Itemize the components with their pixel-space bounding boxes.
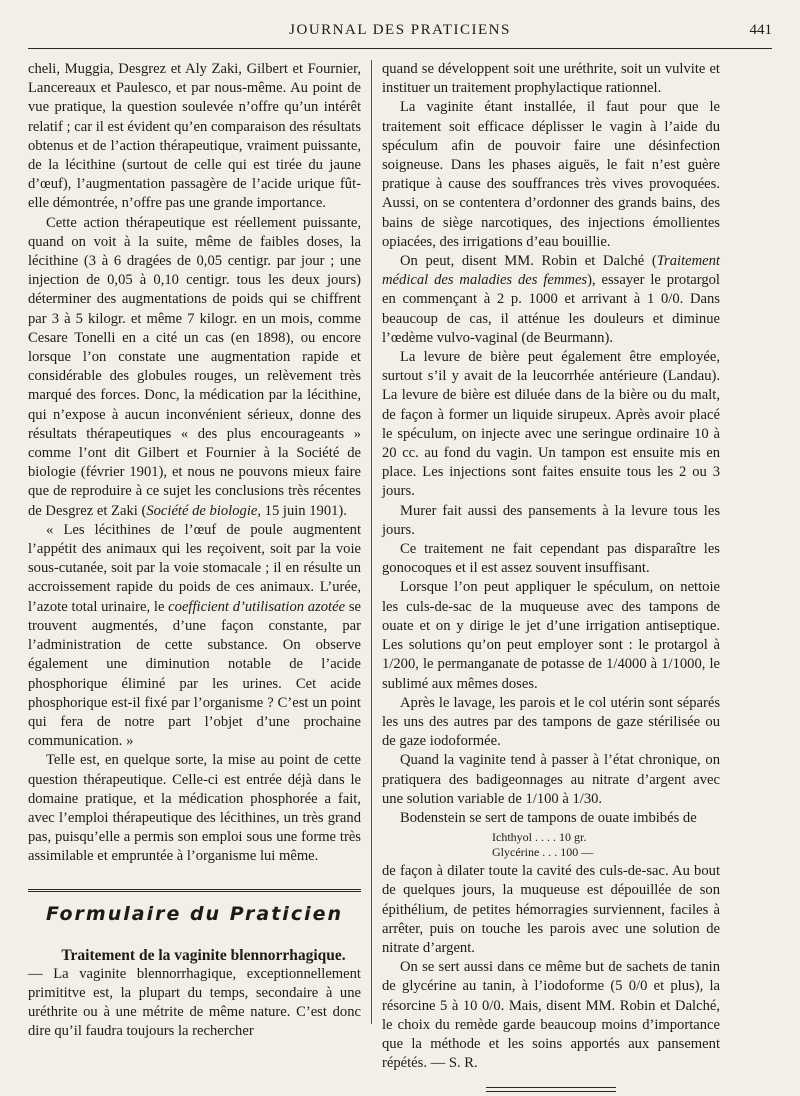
right-column bbox=[382, 60, 720, 1092]
page-number: 441 bbox=[749, 22, 772, 38]
paragraph: de façon à dilater toute la cavité des culs-de-sac. Au bout de quelques jours, la muqueuse est dépouillée de son épithélium, de petites hémorragies surviennent, faciles à arrêter, puis on touche les parois avec une solution de nitrate d’argent. bbox=[382, 863, 720, 956]
text-run: On peut, disent MM. Robin et Dalché ( bbox=[400, 253, 657, 270]
paragraph: Après le lavage, les parois et le col utérin sont séparés les uns des autres par des tampons de gaze stérilisée ou de gaze iodoformée. bbox=[382, 694, 720, 750]
end-rule bbox=[486, 1087, 616, 1092]
paragraph: Murer fait aussi des pansements à la levure tous les jours. bbox=[382, 502, 720, 538]
paragraph: Telle est, en quelque sorte, la mise au point de cette question thérapeutique. Celle-ci est entrée déjà dans le domaine pratique, et la médication phosphorée a fait, avec l’emploi thérapeutique des lécithines, un très grand pas, puisqu’elle a permis son emploi sous une forme très assimilable et empruntée à l’organisme lui même. bbox=[28, 752, 361, 865]
running-head bbox=[28, 18, 772, 44]
paragraph: quand se développent soit une uréthrite, soit un vulvite et instituer un traitement prophylactique rationnel. bbox=[382, 61, 720, 97]
paragraph: Lorsque l’on peut appliquer le spéculum, on nettoie les culs-de-sac de la muqueuse avec des tampons de ouate et on y dirige le jet d’une irrigation antiseptique. Les solutions qu’on peut employer sont : le protargol à 1/200, le permanganate de potasse de 1/4000 à 1/1000, le sublimé aux mêmes doses. bbox=[382, 579, 720, 692]
paragraph: cheli, Muggia, Desgrez et Aly Zaki, Gilbert et Fournier, Lancereaux et Paulesco, et par nous-même. Au point de vue pratique, la question soulevée n’offre qu’un intérêt relatif ; car il est évident qu’en comparaison des résultats obtenus et de l’action thérapeutique, vraiment puissante, de la lécithine (surtout de celle qui est tirée du jaune d’œuf), l’augmentation passagère de l’acide urique fût-elle démontrée, n’offre pas une grande importance. bbox=[28, 61, 361, 212]
paragraph: La vaginite étant installée, il faut pour que le traitement soit efficace déplisser le vagin à l’aide du spéculum afin de pouvoir faire une désinfection soigneuse. Dans les phases aiguës, le fait n’est guère pratique à cause des souffrances très vives provoquées. Aussi, on se contentera d’ordonner des grands bains, des bains de siège narcotiques, des injections émollientes opiacées, des irrigations d’eau bouillie. bbox=[382, 99, 720, 250]
text-run: se trouvent augmentés, d’une façon constante, par l’administration de cette substance. On observe également une diminution notable de l’acide phosphorique éliminé par les urines. Cet acide phosphorique est-il fixé par l’organisme ? C’est un point qui fera de notre part l’objet d’une prochaine communication. » bbox=[28, 598, 361, 750]
text-run: ), essayer le protargol en commençant à 2 p. 1000 et arrivant à 1 0/0. Dans beaucoup de cas, il atténue les douleurs et diminue l’œdème vulvo-vaginal (de Beurmann). bbox=[382, 272, 720, 346]
paragraph: On se sert aussi dans ce même but de sachets de tanin de glycérine au tanin, à l’iodoforme (5 0/0 et plus), la résorcine 5 à 10 0/0. Mais, disent MM. Robin et Dalché, le choix du remède garde beaucoup moins d’importance que la méthode et les soins apportés aux pansement répétés. — S. R. bbox=[382, 959, 720, 1072]
citation-italic: Société de biologie bbox=[146, 502, 258, 519]
recipe-formula bbox=[492, 830, 720, 860]
paragraph: La levure de bière peut également être employée, surtout s’il y avait de la leucorrhée antérieure (Landau). La levure de bière est diluée dans de la bière ou du malt, de façon à former un liquide sirupeux. Après avoir placé le spéculum, on injecte avec une seringue ordinaire 10 à 20 cc. au fond du vagin. Un tampon est ensuite mis en place. Les injections sont faites ensuite tous les 2 ou 3 jours. bbox=[382, 349, 720, 500]
recipe-line: Ichthyol . . . . 10 gr. bbox=[492, 830, 587, 845]
journal-title: JOURNAL DES PRATICIENS bbox=[289, 22, 511, 38]
text-run: , 15 juin 1901). bbox=[257, 502, 347, 519]
paragraph: — La vaginite blennorrhagique, exceptionnellement primititve est, la plupart du temps, secondaire à une uréthrite ou à une métrite de même nature. C’est donc dire qu’il faudra toujours la rechercher bbox=[28, 965, 361, 1040]
section-heading: Formulaire du Praticien bbox=[28, 889, 361, 926]
paragraph: Ce traitement ne fait cependant pas disparaître les gonocoques et il est assez souvent insuffisant. bbox=[382, 541, 720, 577]
article-title: Traitement de la vaginite blennorrhagique. bbox=[61, 946, 346, 964]
header-rule bbox=[28, 48, 772, 49]
recipe-line: Glycérine . . . 100 — bbox=[492, 845, 594, 860]
paragraph bbox=[28, 214, 361, 521]
term-italic: coefficient d’utilisation azotée bbox=[168, 598, 346, 615]
paragraph: Bodenstein se sert de tampons de ouate imbibés de bbox=[400, 809, 697, 826]
paragraph bbox=[382, 252, 720, 348]
left-column bbox=[28, 60, 361, 1042]
paragraph bbox=[28, 521, 361, 751]
text-run: « Les lécithines de l’œuf de poule augmentent l’appétit des animaux qui les reçoivent, soit par la voie sous-cutanée, soit par la voie stomacale ; il en résulte un accroissement rapide du poids de ces animaux. L’urée, l’azote total urinaire, le bbox=[28, 521, 361, 615]
column-divider bbox=[371, 60, 372, 1024]
citation-italic: Traitement médical des maladies des femmes bbox=[382, 253, 720, 289]
text-run: Cette action thérapeutique est réellement puissante, quand on voit à la suite, même de faibles doses, la lécithine (3 à 6 dragées de 0,05 centigr. par jour ; une injection de 0,05 à 0,10 centigr. tous les deux jours) déterminer des augmentations de poids qui se chiffrent par 3 à 5 kilogr. et même 7 kilogr. en un mois, comme Cesare Tonelli en a cité un cas (en 1898), ou encore lorsque l’on constate une augmentation rapide et considérable des globules rouges, un relèvement très marqué des forces. Donc, la médication par la lécithine, qui n’expose à aucun inconvénient sérieux, donne des résultats thérapeutiques « des plus encourageants » comme l’ont dit Gilbert et Fournier à la Société de biologie (février 1901), et nous ne pouvons mieux faire que de reproduire à ce sujet les conclusions très récentes de Desgrez et Zaki ( bbox=[28, 214, 361, 519]
paragraph: Quand la vaginite tend à passer à l’état chronique, on pratiquera des badigeonnages au nitrate d’argent avec une solution variable de 1/100 à 1/30. bbox=[382, 752, 720, 807]
